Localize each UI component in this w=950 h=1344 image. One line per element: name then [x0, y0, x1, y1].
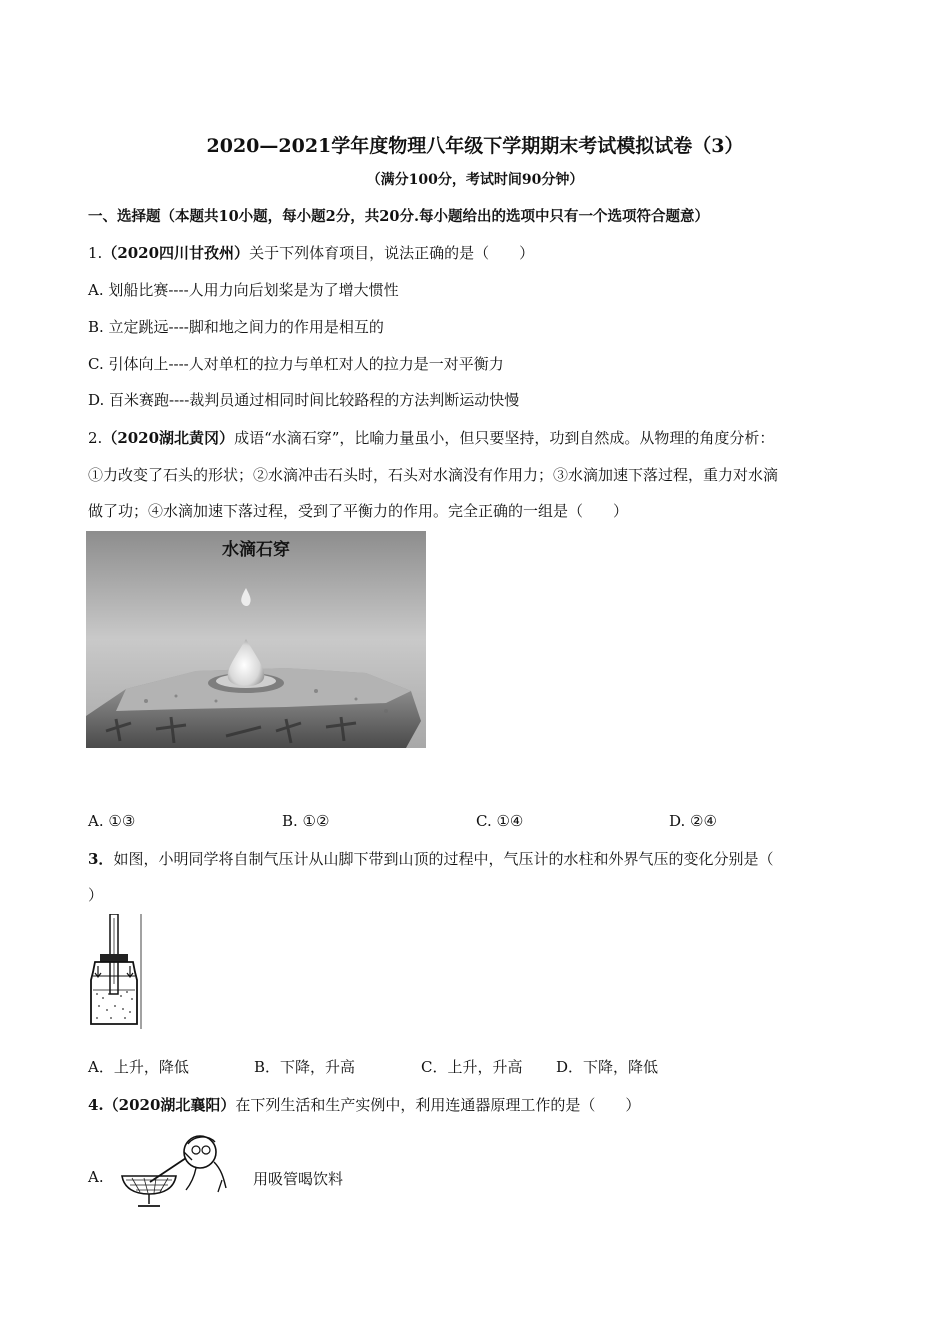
question-1-option-b: B. 立定跳远----脚和地之间力的作用是相互的	[88, 318, 384, 336]
question-1-number: 1.	[88, 244, 103, 262]
homemade-barometer-image	[85, 914, 143, 1029]
question-3-option-a: A．上升，降低	[88, 1058, 189, 1076]
section-heading: 一、选择题（本题共10小题，每小题2分，共20分.每小题给出的选项中只有一个选项符合题意）	[88, 208, 709, 225]
image-caption: 水滴石穿	[222, 540, 290, 560]
question-4-option-a-text: 用吸管喝饮料	[253, 1170, 344, 1188]
question-2-source: （2020湖北黄冈）	[102, 429, 235, 447]
question-3-option-c: C．上升，升高	[421, 1058, 523, 1076]
question-2-number: 2.	[88, 429, 103, 447]
question-3-number: 3．	[88, 850, 114, 868]
question-3-option-d: D．下降，降低	[556, 1058, 659, 1076]
question-2-line-2: ①力改变了石头的形状；②水滴冲击石头时，石头对水滴没有作用力；③水滴加速下落过程，重力对水滴	[88, 466, 779, 484]
page-title: 2020—2021学年度物理八年级下学期期末考试模拟试卷（3）	[206, 135, 744, 157]
question-1-text: 关于下列体育项目，说法正确的是（ ）	[249, 244, 535, 262]
question-1-option-d: D. 百米赛跑----裁判员通过相同时间比较路程的方法判断运动快慢	[88, 391, 520, 409]
question-1-stem	[88, 242, 534, 263]
drinking-straw-image	[118, 1130, 238, 1210]
question-3-line-2: ）	[88, 886, 104, 904]
water-drop-stone-image	[86, 531, 426, 748]
question-2-option-d: D. ②④	[669, 812, 717, 830]
question-2-option-b: B. ①②	[282, 812, 330, 830]
question-4-stem	[88, 1094, 640, 1115]
question-3-line-1: 如图，小明同学将自制气压计从山脚下带到山顶的过程中，气压计的水柱和外界气压的变化分别是（	[113, 850, 774, 868]
question-1-option-c: C. 引体向上----人对单杠的拉力与单杠对人的拉力是一对平衡力	[88, 355, 504, 373]
page-subtitle: （满分100分，考试时间90分钟）	[366, 172, 584, 188]
question-2-line-3: 做了功；④水滴加速下落过程，受到了平衡力的作用。完全正确的一组是（ ）	[88, 502, 629, 520]
question-3-option-b: B．下降，升高	[254, 1058, 356, 1076]
question-2-option-a: A. ①③	[88, 812, 136, 830]
question-3-stem	[88, 848, 773, 869]
question-4-source: （2020湖北襄阳）	[103, 1096, 236, 1114]
question-2-stem	[88, 427, 774, 448]
question-4-text: 在下列生活和生产实例中，利用连通器原理工作的是（ ）	[235, 1096, 641, 1114]
question-2-option-c: C. ①④	[476, 812, 524, 830]
question-2-line-1: 成语“水滴石穿”，比喻力量虽小，但只要坚持，功到自然成。从物理的角度分析：	[234, 429, 775, 447]
question-4-option-a-label: A.	[88, 1168, 104, 1186]
question-1-option-a: A. 划船比赛----人用力向后划桨是为了增大惯性	[88, 281, 399, 299]
question-1-source: （2020四川甘孜州）	[102, 244, 250, 262]
question-4-number: 4.	[88, 1096, 104, 1114]
